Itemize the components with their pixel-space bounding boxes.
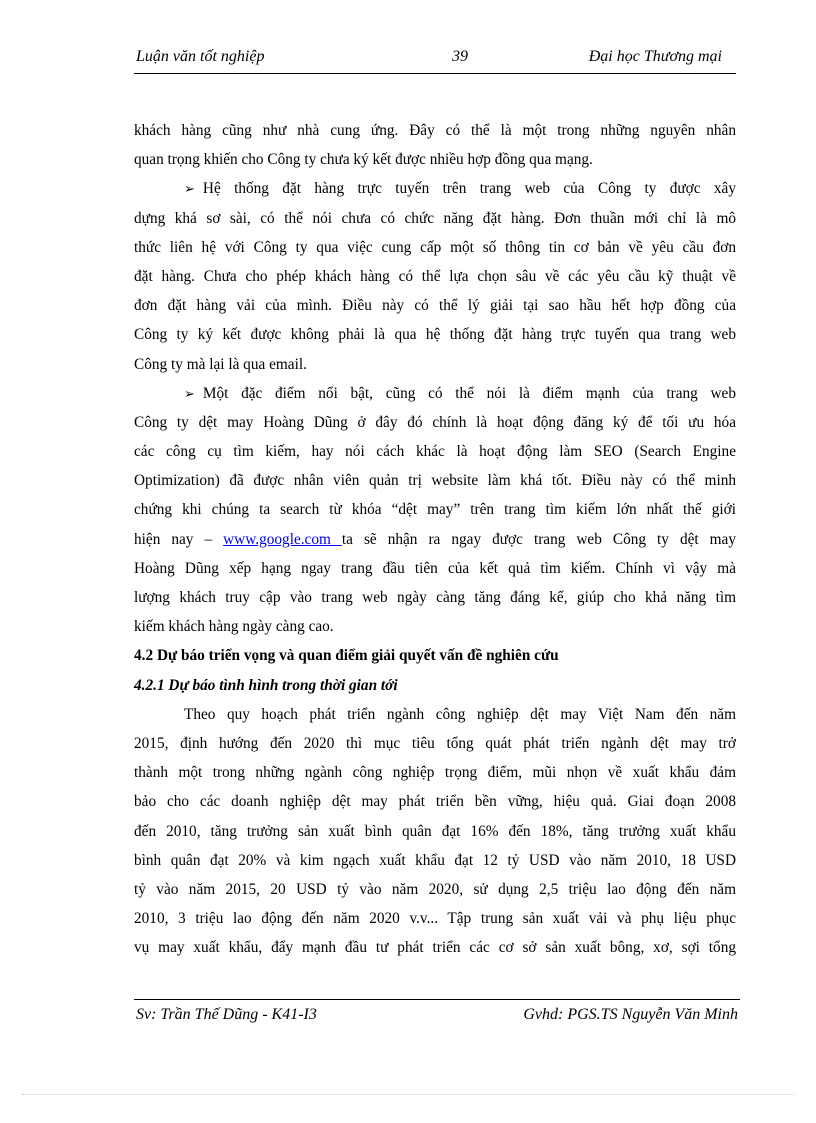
text-line: Optimization) đã được nhân viên quản trị website làm khá tốt. Điều này có thể minh (134, 472, 736, 490)
google-link[interactable]: www.google.com (223, 530, 342, 548)
text-line: thành một trong những ngành công nghiệp trọng điểm, mũi nhọn về xuất khẩu đảm (134, 764, 736, 782)
text-line: đến 2010, tăng trưởng sản xuất bình quân đạt 16% đến 18%, tăng trưởng xuất khẩu (134, 822, 736, 840)
header-rule (134, 73, 736, 74)
text-line: các công cụ tìm kiếm, hay nói cách khác là hoạt động làm SEO (Search Engine (134, 443, 736, 461)
text-line: vụ may xuất khẩu, đẩy mạnh đầu tư phát triển các cơ sở sản xuất bông, xơ, sợi tổng (134, 939, 736, 957)
header-thesis-title: Luận văn tốt nghiệp (136, 48, 265, 65)
text-line: lượng khách truy cập vào trang web ngày càng tăng đáng kể, giúp cho khả năng tìm (134, 589, 736, 606)
text-line: quan trọng khiến cho Công ty chưa ký kết được nhiều hợp đồng qua mạng. (134, 151, 593, 169)
header-university: Đại học Thương mại (588, 48, 722, 65)
text-line: Hoàng Dũng xếp hạng ngay trang đầu tiên của kết quả tìm kiếm. Chính vì vậy mà (134, 559, 736, 577)
text-line: dựng khá sơ sài, có thể nói chưa có chức năng đặt hàng. Đơn thuần mới chỉ là mô (134, 209, 736, 227)
text-line: bình quân đạt 20% và kim ngạch xuất khẩu đạt 12 tỷ USD vào năm 2010, 18 USD (134, 851, 736, 869)
text-line: đặt hàng. Chưa cho phép khách hàng có thể lựa chọn sâu về các yêu cầu kỹ thuật về (134, 267, 736, 285)
subsection-heading-4-2-1: 4.2.1 Dự báo tình hình trong thời gian tới (134, 676, 398, 694)
text-line: chứng khi chúng ta search từ khóa “dệt may” trên trang tìm kiếm lớn nhất thế giới (134, 501, 736, 519)
bullet-paragraph-seo (134, 379, 736, 642)
footer-student: Sv: Trần Thế Dũng - K41-I3 (136, 1006, 317, 1023)
bullet-paragraph-ordering-system (134, 174, 736, 378)
arrow-bullet-icon: ➢ (184, 385, 195, 401)
text-line: đơn đặt hàng vải của mình. Điều này có thể lý giải tại sao hầu hết hợp đồng của (134, 297, 736, 315)
text-line: khách hàng cũng như nhà cung ứng. Đây có thể là một trong những nguyên nhân (134, 122, 736, 139)
footer-rule (134, 999, 740, 1000)
footer-supervisor: Gvhd: PGS.TS Nguyễn Văn Minh (523, 1006, 738, 1023)
text-line: 2015, định hướng đến 2020 thì mục tiêu tổng quát phát triển ngành dệt may trở (134, 734, 736, 752)
text-line: bảo cho các doanh nghiệp dệt may phát triển bền vững, hiệu quả. Giai đoạn 2008 (134, 793, 736, 811)
page-bottom-dotted-border (22, 1094, 794, 1095)
paragraph-forecast (134, 700, 736, 963)
section-heading-4-2: 4.2 Dự báo triển vọng và quan điểm giải quyết vấn đề nghiên cứu (134, 647, 559, 665)
page-number: 39 (452, 48, 468, 65)
text-line: thức liên hệ với Công ty qua việc cung cấp một số thông tin cơ bản về yêu cầu đơn (134, 238, 736, 256)
text-line: ➢ Một đặc điểm nổi bật, cũng có thể nói là điểm mạnh của trang web (134, 379, 736, 408)
text-line: Công ty mà lại là qua email. (134, 355, 307, 373)
page-body (134, 116, 736, 962)
text-line: Theo quy hoạch phát triển ngành công nghiệp dệt may Việt Nam đến năm (184, 705, 736, 723)
page-header (134, 46, 736, 72)
arrow-bullet-icon: ➢ (184, 181, 195, 197)
text-line: 2010, 3 triệu lao động đến năm 2020 v.v... Tập trung sản xuất vải và phụ liệu phục (134, 910, 736, 928)
text-line: Công ty dệt may Hoàng Dũng ở đây đó chính là hoạt động đăng ký để tối ưu hóa (134, 413, 736, 431)
paragraph-1 (134, 116, 736, 174)
text-line: hiện nay – www.google.com ta sẽ nhận ra ngay được trang web Công ty dệt may (134, 530, 736, 548)
text-line: Công ty ký kết được không phải là qua hệ thống đặt hàng trực tuyến qua trang web (134, 326, 736, 344)
text-line: kiếm khách hàng ngày càng cao. (134, 618, 334, 636)
text-line: ➢ Hệ thống đặt hàng trực tuyến trên trang web của Công ty được xây (134, 174, 736, 203)
text-line: tỷ vào năm 2015, 20 USD tỷ vào năm 2020, sử dụng 2,5 triệu lao động đến năm (134, 880, 736, 898)
